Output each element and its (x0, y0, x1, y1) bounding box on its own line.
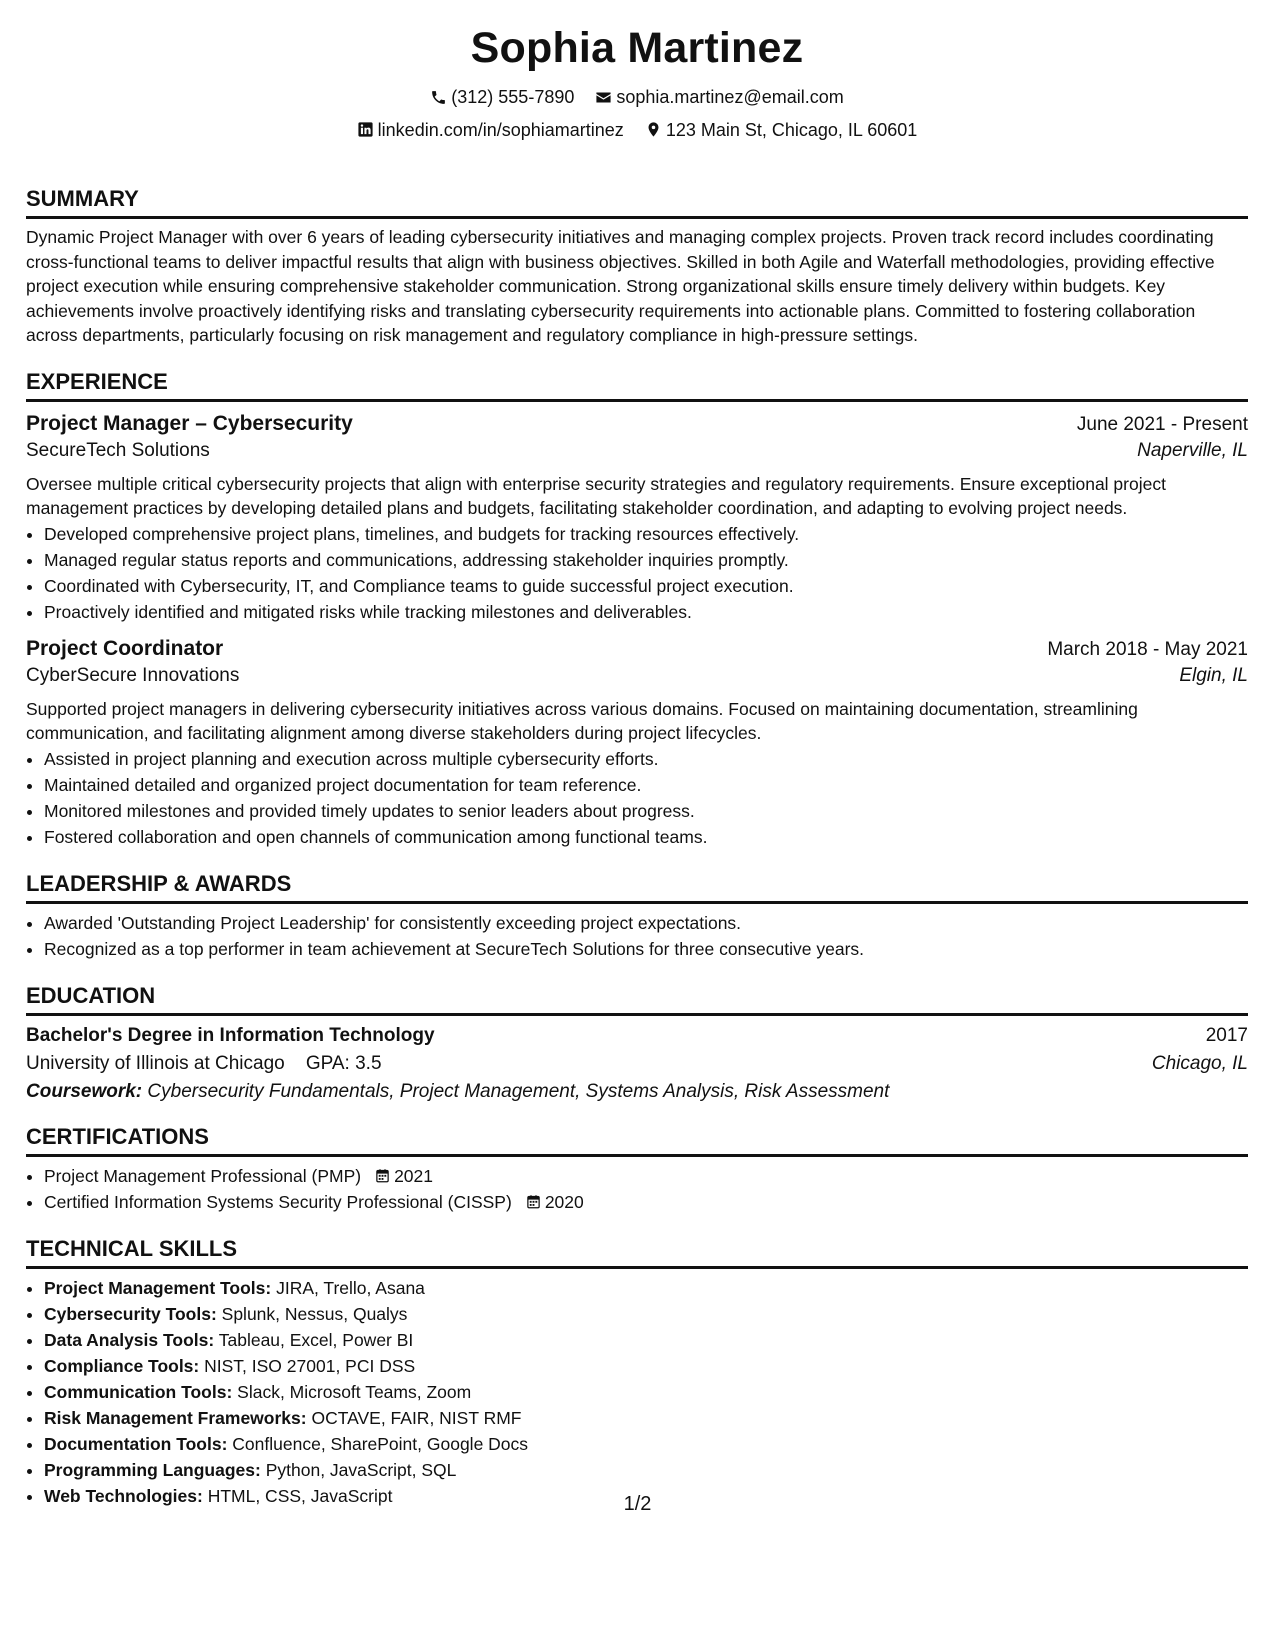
skill-label: Compliance Tools: (44, 1355, 200, 1376)
job-bullet: • Coordinated with Cybersecurity, IT, and Compliance teams to guide successful project execution. (44, 573, 1248, 599)
address-text: 123 Main St, Chicago, IL 60601 (665, 119, 918, 140)
certification-year: 2021 (394, 1165, 434, 1186)
skill-item (44, 1457, 1248, 1483)
calendar-icon (526, 1194, 541, 1209)
skill-item (44, 1353, 1248, 1379)
skill-value: Confluence, SharePoint, Google Docs (232, 1433, 529, 1454)
skill-label: Communication Tools: (44, 1381, 233, 1402)
skill-item (44, 1301, 1248, 1327)
leadership-item: • Awarded 'Outstanding Project Leadership' for consistently exceeding project expectations. (44, 910, 1248, 936)
gpa: GPA: 3.5 (305, 1052, 382, 1074)
job-date: June 2021 - Present (1076, 413, 1248, 435)
email-item[interactable] (595, 82, 843, 112)
job-title: Project Coordinator (26, 636, 224, 660)
job-bullet: • Fostered collaboration and open channels of communication among functional teams. (44, 824, 1248, 850)
job-bullets (26, 521, 1248, 625)
job-date: March 2018 - May 2021 (1047, 638, 1248, 660)
school-location: Chicago, IL (1151, 1052, 1248, 1074)
coursework-list: Cybersecurity Fundamentals, Project Management, Systems Analysis, Risk Assessment (147, 1080, 890, 1102)
certifications-heading: CERTIFICATIONS (26, 1123, 1248, 1157)
company-name: SecureTech Solutions (26, 439, 210, 461)
degree-title: Bachelor's Degree in Information Technology (26, 1024, 435, 1046)
coursework-label: Coursework: (26, 1080, 143, 1102)
linkedin-item[interactable] (357, 115, 624, 145)
experience-heading: EXPERIENCE (26, 368, 1248, 402)
skill-item (44, 1275, 1248, 1301)
skill-item (44, 1431, 1248, 1457)
calendar-icon (375, 1168, 390, 1183)
job-bullet: • Monitored milestones and provided timely updates to senior leaders about progress. (44, 798, 1248, 824)
job-entry (26, 637, 1248, 850)
school-name: University of Illinois at Chicago (26, 1052, 285, 1074)
skill-label: Web Technologies: (44, 1485, 203, 1506)
company-name: CyberSecure Innovations (26, 664, 240, 686)
skills-heading: TECHNICAL SKILLS (26, 1235, 1248, 1269)
certification-item (44, 1163, 1248, 1189)
skill-label: Programming Languages: (44, 1459, 261, 1480)
job-bullet: • Maintained detailed and organized project documentation for team reference. (44, 772, 1248, 798)
skill-label: Risk Management Frameworks: (44, 1407, 307, 1428)
skill-value: OCTAVE, FAIR, NIST RMF (311, 1407, 522, 1428)
skill-value: Tableau, Excel, Power BI (218, 1329, 414, 1350)
skill-value: NIST, ISO 27001, PCI DSS (204, 1355, 416, 1376)
skill-value: Splunk, Nessus, Qualys (221, 1303, 408, 1324)
leadership-heading: LEADERSHIP & AWARDS (26, 870, 1248, 904)
skills-list (26, 1275, 1248, 1509)
email-link[interactable]: sophia.martinez@email.com (616, 87, 844, 107)
job-bullet: • Developed comprehensive project plans, timelines, and budgets for tracking resources effectively. (44, 521, 1248, 547)
skill-label: Data Analysis Tools: (44, 1329, 215, 1350)
candidate-name: Sophia Martinez (470, 24, 804, 72)
skill-label: Project Management Tools: (44, 1277, 272, 1298)
location-pin-icon (645, 121, 662, 138)
education-heading: EDUCATION (26, 982, 1248, 1016)
skill-item (44, 1327, 1248, 1353)
certification-item (44, 1189, 1248, 1215)
certification-name: • Project Management Professional (PMP) (44, 1165, 362, 1186)
summary-heading: SUMMARY (26, 185, 1248, 219)
job-entry (26, 412, 1248, 625)
skill-value: JIRA, Trello, Asana (276, 1277, 425, 1298)
job-bullet: • Proactively identified and mitigated risks while tracking milestones and deliverables. (44, 599, 1248, 625)
phone-icon (430, 89, 447, 106)
job-description: Oversee multiple critical cybersecurity projects that align with enterprise security strategies and regulatory requirements. Ensure exceptional project management practices by developing detailed plans and budgets, facilitating stakeholder coordination, and adapting to evolving project needs. (26, 473, 1166, 518)
phone-text: (312) 555-7890 (451, 87, 575, 107)
leadership-list (26, 910, 1248, 962)
contact-row-1 (26, 82, 1248, 115)
job-bullet: • Managed regular status reports and communications, addressing stakeholder inquiries promptly. (44, 547, 1248, 573)
job-title: Project Manager – Cybersecurity (26, 411, 353, 435)
job-location: Elgin, IL (1179, 664, 1248, 686)
skill-value: Python, JavaScript, SQL (265, 1459, 457, 1480)
linkedin-link[interactable]: linkedin.com/in/sophiamartinez (377, 119, 624, 140)
certification-name: • Certified Information Systems Security Professional (CISSP) (44, 1191, 512, 1212)
certifications-list (26, 1163, 1248, 1215)
address-item (645, 115, 918, 145)
coursework (26, 1081, 1248, 1103)
summary-text: Dynamic Project Manager with over 6 years of leading cybersecurity initiatives and managing complex projects. Proven track record includes coordinating cross-functional teams to deliver impactful results that align with business objectives. Skilled in both Agile and Waterfall methodologies, providing effective project execution while ensuring comprehensive stakeholder communication. Strong organizational skills ensure timely delivery within budgets. Key achievements involve proactively identifying risks and translating cybersecurity requirements into actionable plans. Committed to fostering collaboration across departments, particularly focusing on risk management and regulatory compliance in high-pressure settings. (26, 227, 1215, 345)
resume-page (26, 0, 1248, 1509)
phone-item (430, 82, 574, 112)
graduation-year: 2017 (1205, 1024, 1248, 1046)
job-description: Supported project managers in delivering cybersecurity initiatives across various domains. Focused on maintaining documentation, streamlining communication, and facilitating alignment among diverse stakeholders during project lifecycles. (26, 698, 1138, 743)
job-bullets (26, 746, 1248, 850)
contact-row-2 (26, 115, 1248, 148)
skill-value: Slack, Microsoft Teams, Zoom (237, 1381, 472, 1402)
job-bullet: • Assisted in project planning and execution across multiple cybersecurity efforts. (44, 746, 1248, 772)
linkedin-icon (357, 121, 374, 138)
skill-label: Documentation Tools: (44, 1433, 228, 1454)
envelope-icon (595, 89, 612, 106)
skill-item (44, 1405, 1248, 1431)
job-location: Naperville, IL (1137, 439, 1248, 461)
page-number: 1/2 (623, 1493, 652, 1515)
skill-item (44, 1379, 1248, 1405)
certification-year: 2020 (544, 1191, 584, 1212)
skill-label: Cybersecurity Tools: (44, 1303, 217, 1324)
skill-value: HTML, CSS, JavaScript (207, 1485, 393, 1506)
leadership-item: • Recognized as a top performer in team achievement at SecureTech Solutions for three consecutive years. (44, 936, 1248, 962)
